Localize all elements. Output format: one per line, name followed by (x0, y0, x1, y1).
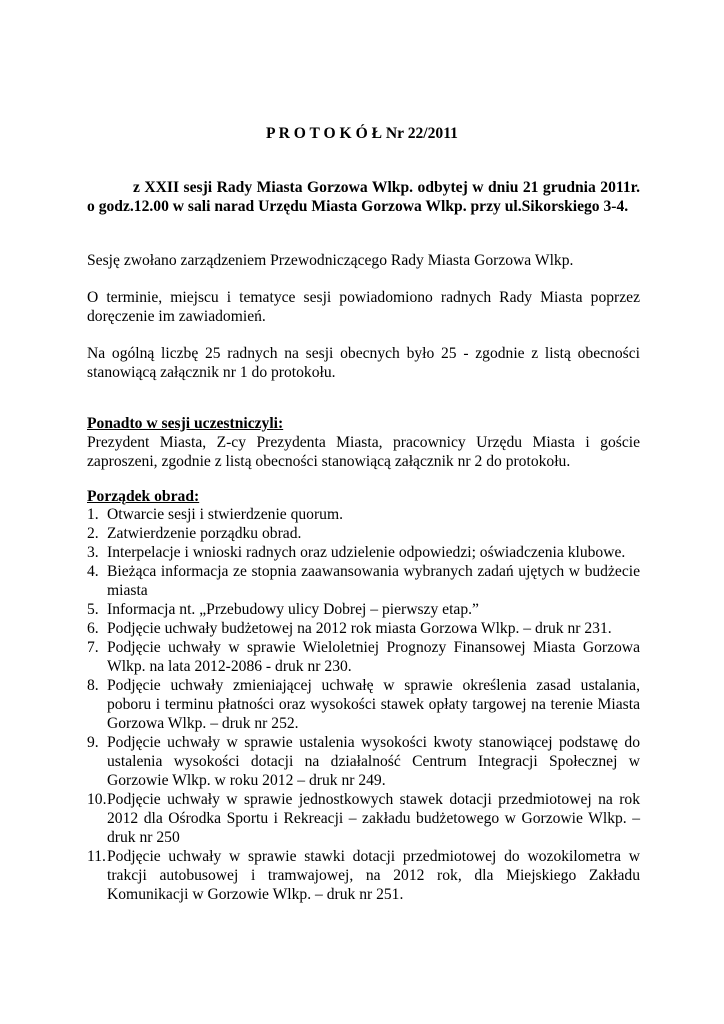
agenda-item-text: Otwarcie sesji i stwierdzenie quorum. (107, 506, 344, 523)
agenda-item (87, 562, 640, 600)
participants-heading: Ponadto w sesji uczestniczyli: (87, 415, 284, 432)
agenda-item (87, 600, 640, 619)
agenda-item (87, 543, 640, 562)
agenda-item-text: Podjęcie uchwały w sprawie ustalenia wysokości kwoty stanowiącej podstawę do ustalenia wysokości dotacji na działalność Centrum Integracji Społecznej w Gorzowie Wlkp. w roku 2012 – druk nr 249. (107, 734, 640, 789)
agenda-item-text: Interpelacje i wnioski radnych oraz udzielenie odpowiedzi; oświadczenia klubowe. (107, 544, 626, 561)
agenda-item-number: 8. (87, 677, 99, 694)
agenda-item-text: Podjęcie uchwały w sprawie Wieloletniej Prognozy Finansowej Miasta Gorzowa Wlkp. na lata 2012-2086 - druk nr 230. (107, 639, 640, 675)
agenda-item-text: Bieżąca informacja ze stopnia zaawansowania wybranych zadań ujętych w budżecie miasta (107, 563, 640, 599)
agenda-item (87, 676, 640, 733)
agenda-item-number: 6. (87, 620, 99, 637)
paragraph-notification: O terminie, miejscu i tematyce sesji powiadomiono radnych Rady Miasta poprzez doręczenie im zawiadomień. (87, 289, 640, 325)
agenda-item-number: 2. (87, 525, 99, 542)
participants-text: Prezydent Miasta, Z-cy Prezydenta Miasta, pracownicy Urzędu Miasta i goście zaproszeni, zgodnie z listą obecności stanowiącą załącznik nr 2 do protokołu. (87, 434, 640, 470)
agenda-item (87, 790, 640, 847)
agenda-item-number: 9. (87, 734, 99, 751)
agenda-item-text: Podjęcie uchwały w sprawie jednostkowych stawek dotacji przedmiotowej na rok 2012 dla Ośrodka Sportu i Rekreacji – zakładu budżetowego w Gorzowie Wlkp. – druk nr 250 (107, 791, 640, 846)
agenda-list (87, 505, 640, 904)
agenda-item (87, 638, 640, 676)
agenda-item-text: Podjęcie uchwały w sprawie stawki dotacji przedmiotowej do wozokilometra w trakcji autobusowej i tramwajowej, na 2012 rok, dla Miejskiego Zakładu Komunikacji w Gorzowie Wlkp. – druk nr 251. (107, 848, 640, 903)
agenda-item-number: 10. (87, 791, 107, 808)
agenda-item-number: 7. (87, 639, 99, 656)
agenda-item (87, 505, 640, 524)
protocol-title: P R O T O K Ó Ł Nr 22/2011 (266, 125, 458, 142)
agenda-heading: Porządek obrad: (87, 488, 200, 505)
agenda-item (87, 847, 640, 904)
agenda-item-text: Podjęcie uchwały zmieniającej uchwałę w sprawie określenia zasad ustalania, poboru i terminu płatności oraz wysokości stawek opłaty targowej na terenie Miasta Gorzowa Wlkp. – druk nr 252. (107, 677, 640, 732)
agenda-item-text: Informacja nt. „Przebudowy ulicy Dobrej – pierwszy etap.” (107, 601, 479, 618)
agenda-item-number: 4. (87, 563, 99, 580)
agenda-item-number: 5. (87, 601, 99, 618)
agenda-item-text: Zatwierdzenie porządku obrad. (107, 525, 302, 542)
agenda-item-number: 3. (87, 544, 99, 561)
agenda-item (87, 733, 640, 790)
agenda-item (87, 524, 640, 543)
agenda-item-text: Podjęcie uchwały budżetowej na 2012 rok miasta Gorzowa Wlkp. – druk nr 231. (107, 620, 612, 637)
agenda-item (87, 619, 640, 638)
session-subtitle: z XXII sesji Rady Miasta Gorzowa Wlkp. odbytej w dniu 21 grudnia 2011r. o godz.12.00 w sali narad Urzędu Miasta Gorzowa Wlkp. przy ul.Sikorskiego 3-4. (87, 179, 640, 215)
agenda-item-number: 1. (87, 506, 99, 523)
paragraph-convened: Sesję zwołano zarządzeniem Przewodniczącego Rady Miasta Gorzowa Wlkp. (87, 252, 574, 269)
paragraph-attendance: Na ogólną liczbę 25 radnych na sesji obecnych było 25 - zgodnie z listą obecności stanowiącą załącznik nr 1 do protokołu. (87, 345, 640, 381)
agenda-item-number: 11. (87, 848, 106, 865)
participants-section (87, 414, 640, 471)
